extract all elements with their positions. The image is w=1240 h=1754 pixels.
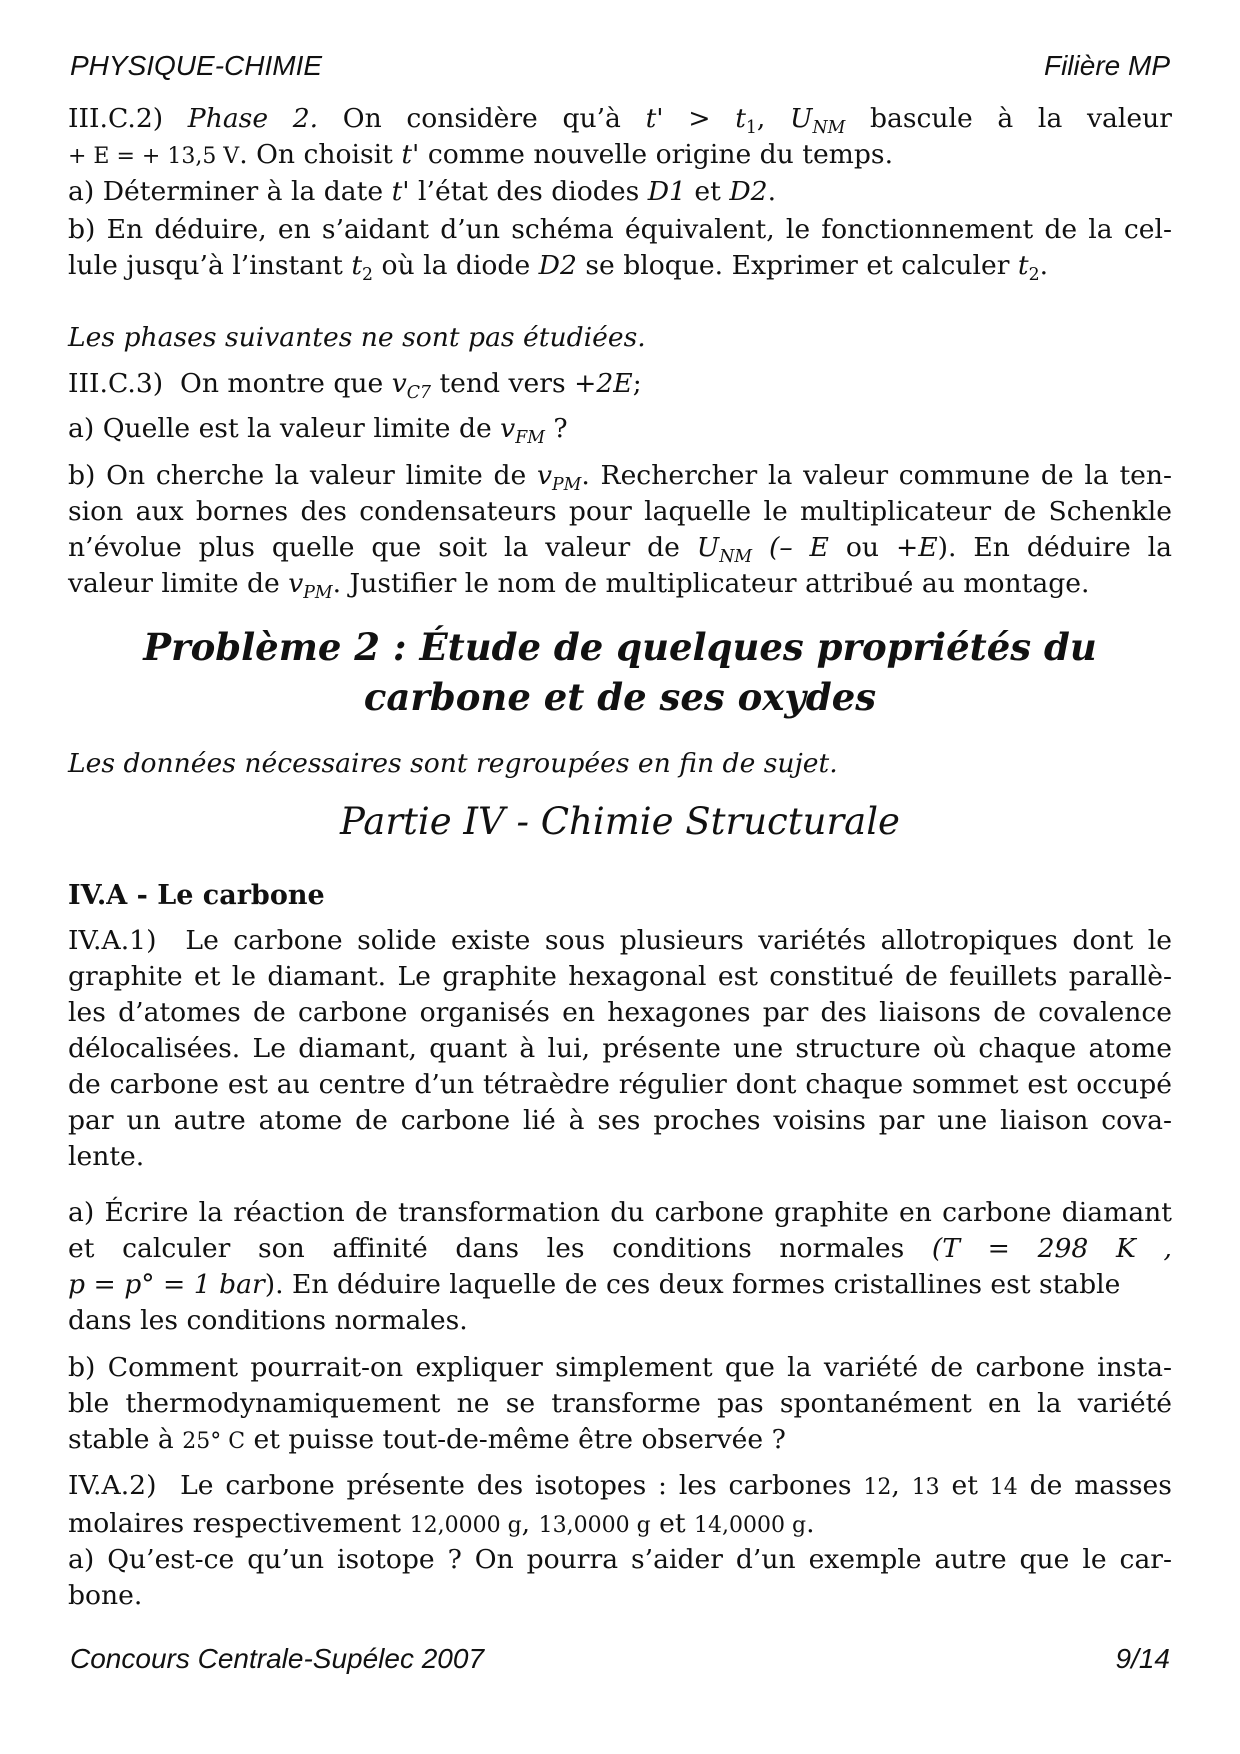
question-iv-a-1-b: b) Comment pourrait-on expliquer simplement que la variété de carbone insta- ble thermodynamiquement ne se transforme pas spontanément en la variété stable à 25° C et puisse tout-de-même être observée ? [68, 1352, 1172, 1455]
problem-note: Les données nécessaires sont regroupées en fin de sujet. [68, 748, 838, 779]
question-iv-a-2-a: a) Qu’est-ce qu’un isotope ? On pourra s’aider d’un exemple autre que le car- bone. [68, 1544, 1172, 1611]
header-subject: PHYSIQUE-CHIMIE [70, 50, 323, 81]
question-iii-c-2 [68, 101, 1172, 175]
section-title: IV.A - Le carbone [68, 880, 325, 911]
question-iii-c-2-b: b) En déduire, en s’aidant d’un schéma équivalent, le fonctionnement de la cel- lule jusqu’à l’instant $t_2$ où la diode D2 se bloque. Exprimer et calculer $t_2$. [68, 214, 1172, 286]
phases-note: Les phases suivantes ne sont pas étudiées. [68, 322, 646, 353]
question-iv-a-1: IV.A.1) Le carbone solide existe sous plusieurs variétés allotropiques dont le graphite et le diamant. Le graphite hexagonal est constitué de feuillets parallè- les d’atomes de carbone organisés en hexagones par des liaisons de covalence délocalisées. Le diamant, quant à lui, présente une structure où chaque atome de carbone est au centre d’un tétraèdre régulier dont chaque sommet est occupé par un autre atome de carbone lié à ses proches voisins par une liaison cova- lente. [68, 925, 1172, 1172]
question-iii-c-3: III.C.3) On montre que $v_{C7}$ tend vers +2E; [68, 368, 642, 404]
question-iii-c-2-a: a) Déterminer à la date t' l’état des diodes D1 et D2. [68, 176, 777, 207]
question-iv-a-2: IV.A.2) Le carbone présente des isotopes : les carbones 12, 13 et 14 de masses molaires respectivement 12,0000 g, 13,0000 g et 14,0000 g. [68, 1470, 1172, 1539]
problem-title: Problème 2 : Étude de quelques propriétés du carbone et de ses oxydes [143, 625, 1097, 719]
footer-exam: Concours Centrale-Supélec 2007 [70, 1643, 485, 1674]
text-line: + E = + 13,5 V. On choisit t' comme nouvelle origine du temps. [68, 139, 894, 170]
footer-page-number: 9/14 [1115, 1643, 1170, 1674]
header-track: Filière MP [1043, 50, 1170, 81]
question-iii-c-3-b: b) On cherche la valeur limite de $v_{PM}$. Rechercher la valeur commune de la ten- sion aux bornes des condensateurs pour laquelle le multiplicateur de Schenkle n’évolue plus quelle que soit la valeur de $U_{NM}$ (– E ou +E). En déduire la valeur limite de $v_{PM}$. Justifier le nom de multiplicateur attribué au montage. [68, 460, 1172, 604]
question-iii-c-3-a: a) Quelle est la valeur limite de $v_{FM}$ ? [68, 413, 568, 449]
question-iv-a-1-a: a) Écrire la réaction de transformation du carbone graphite en carbone diamant et calculer son affinité dans les conditions normales (T = 298 K , p = p° = 1 bar). En déduire laquelle de ces deux formes cristallines est stable dans les conditions normales. [68, 1197, 1172, 1336]
part-title: Partie IV - Chimie Structurale [340, 800, 900, 843]
text-line: III.C.2) Phase 2. On considère qu’à $t' > t_1$, $U_{NM}$ bascule à la valeur [68, 103, 1172, 139]
